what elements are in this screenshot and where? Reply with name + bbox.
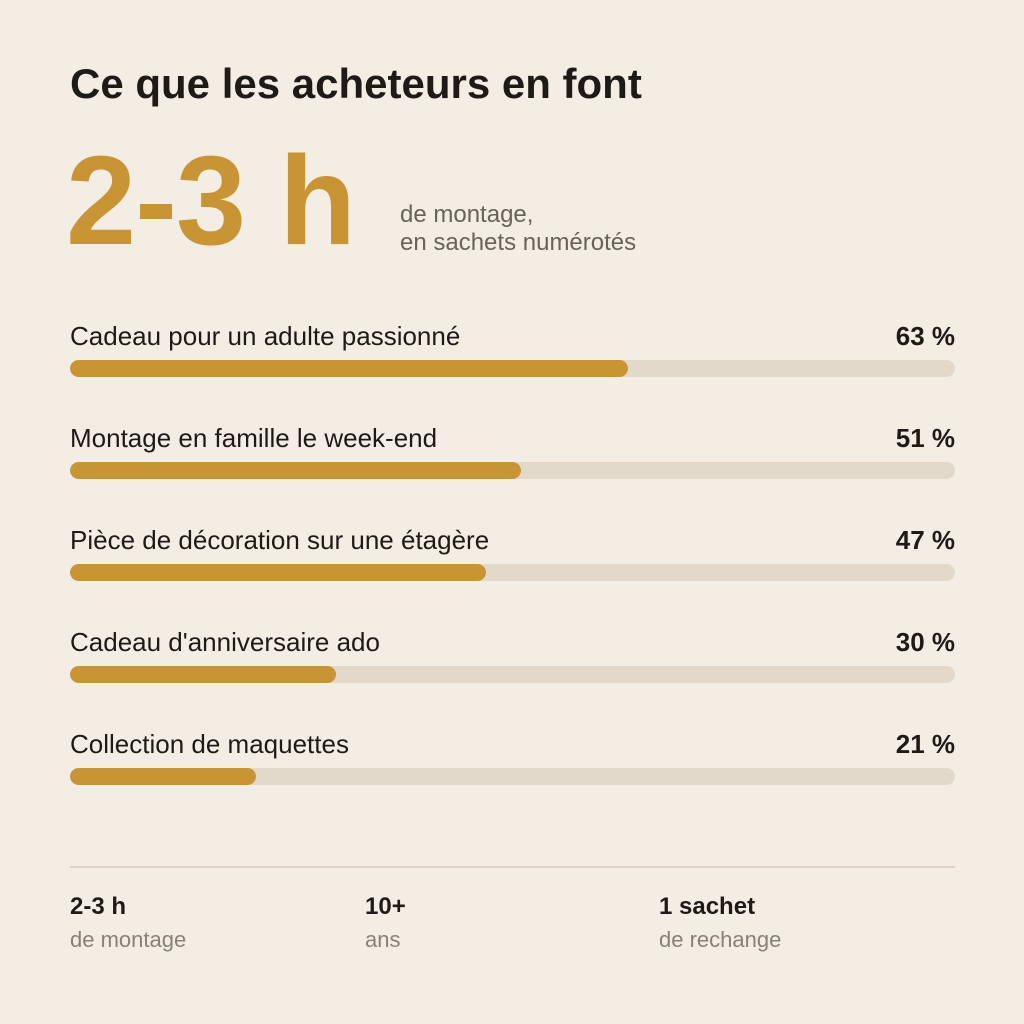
stat-age xyxy=(365,893,406,953)
bar-fill xyxy=(70,462,521,479)
bar-track xyxy=(70,462,955,479)
bar-label: Pièce de décoration sur une étagère xyxy=(70,525,490,555)
stat-caption: ans xyxy=(365,927,401,952)
bar-value-label: 21 % xyxy=(895,729,955,759)
stat-value: 2-3 h xyxy=(70,893,127,920)
stat-spare-bag xyxy=(659,893,781,953)
bar-row xyxy=(70,422,955,482)
bar-value-label: 30 % xyxy=(895,627,955,657)
bar-label: Montage en famille le week-end xyxy=(70,423,438,453)
hero-figure: 2-3 h xyxy=(66,130,356,271)
bar-fill xyxy=(70,666,336,683)
stats-divider xyxy=(70,866,955,868)
stat-caption: de montage xyxy=(70,927,187,952)
bar-value-label: 51 % xyxy=(895,423,955,453)
bar-value-label: 63 % xyxy=(895,321,955,351)
bar-fill xyxy=(70,564,486,581)
stat-caption: de rechange xyxy=(659,927,782,952)
hero-caption-line-2: en sachets numérotés xyxy=(400,229,637,256)
stat-value: 1 sachet xyxy=(659,893,756,920)
bar-label: Collection de maquettes xyxy=(70,729,349,759)
hero-caption-line-1: de montage, xyxy=(400,201,534,228)
page-title: Ce que les acheteurs en font xyxy=(70,60,642,107)
bar-value-label: 47 % xyxy=(895,525,955,555)
bar-fill xyxy=(70,360,628,377)
bar-row xyxy=(70,728,955,788)
stat-assembly-time xyxy=(70,893,186,953)
bar-row xyxy=(70,524,955,584)
bar-track xyxy=(70,768,955,785)
bar-fill xyxy=(70,768,256,785)
bar-label: Cadeau pour un adulte passionné xyxy=(70,321,461,351)
bar-track xyxy=(70,666,955,683)
bar-row xyxy=(70,320,955,380)
hero-caption xyxy=(400,201,636,257)
bar-track xyxy=(70,564,955,581)
bar-track xyxy=(70,360,955,377)
bar-label: Cadeau d'anniversaire ado xyxy=(70,627,380,657)
bar-row xyxy=(70,626,955,686)
stat-value: 10+ xyxy=(365,893,406,920)
